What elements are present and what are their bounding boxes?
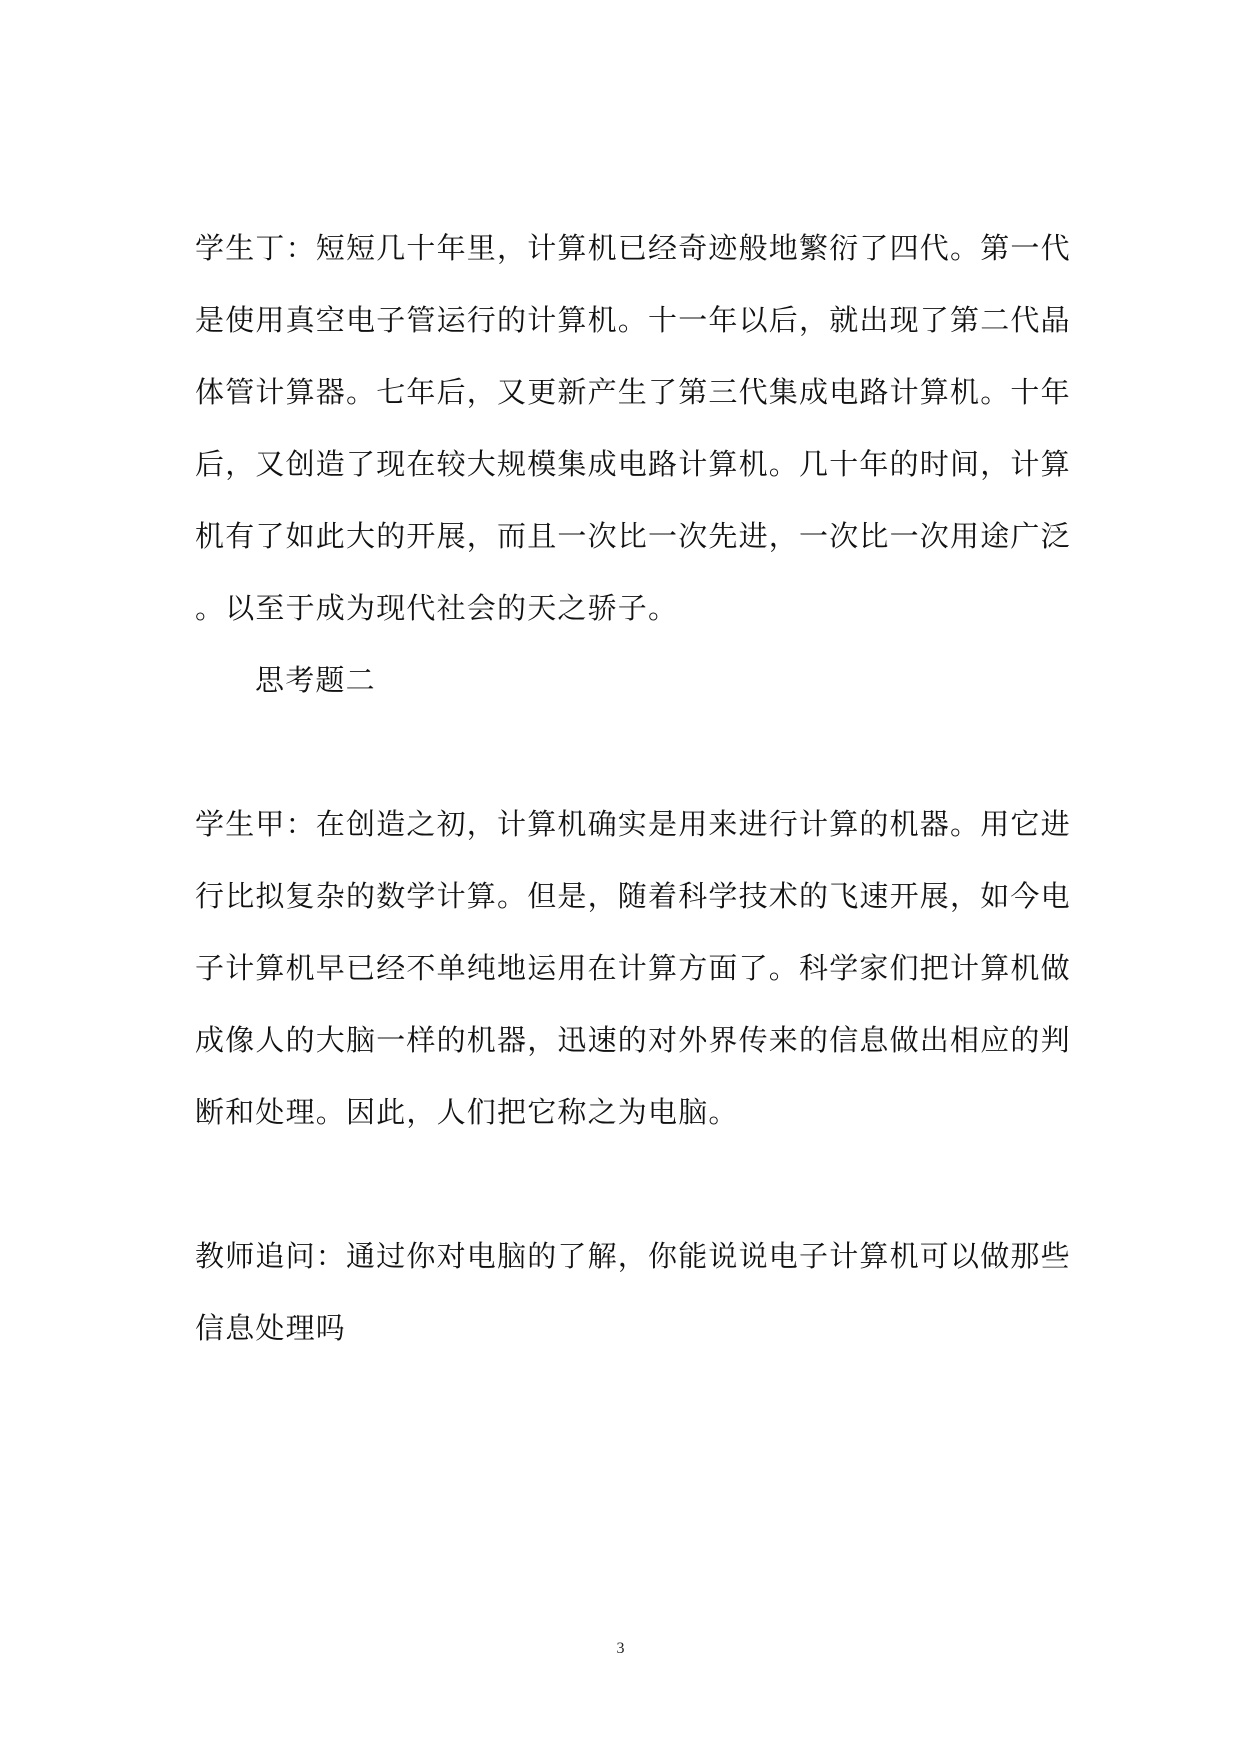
text-line: 信息处理吗 — [195, 1311, 347, 1345]
text-line: 学生甲：在创造之初，计算机确实是用来进行计算的机器。用它进 — [195, 807, 1071, 841]
text-line: 学生丁：短短几十年里，计算机已经奇迹般地繁衍了四代。第一代 — [195, 231, 1071, 265]
text-line: 行比拟复杂的数学计算。但是，随着科学技术的飞速开展，如今电 — [195, 879, 1071, 913]
text-line: 教师追问：通过你对电脑的了解，你能说说电子计算机可以做那些 — [195, 1239, 1071, 1273]
text-line: 后，又创造了现在较大规模集成电路计算机。几十年的时间，计算 — [195, 447, 1071, 481]
text-line: 体管计算器。七年后，又更新产生了第三代集成电路计算机。十年 — [195, 375, 1071, 409]
text-line: 断和处理。因此，人们把它称之为电脑。 — [195, 1095, 739, 1129]
text-line: 是使用真空电子管运行的计算机。十一年以后，就出现了第二代晶 — [195, 303, 1071, 337]
text-line: 成像人的大脑一样的机器，迅速的对外界传来的信息做出相应的判 — [195, 1023, 1071, 1057]
text-line: 机有了如此大的开展，而且一次比一次先进，一次比一次用途广泛 — [195, 519, 1071, 553]
text-line: 。以至于成为现代社会的天之骄子。 — [195, 591, 679, 625]
section-heading: 思考题二 — [255, 663, 376, 697]
text-line: 子计算机早已经不单纯地运用在计算方面了。科学家们把计算机做 — [195, 951, 1071, 985]
page-number: 3 — [616, 1640, 625, 1657]
